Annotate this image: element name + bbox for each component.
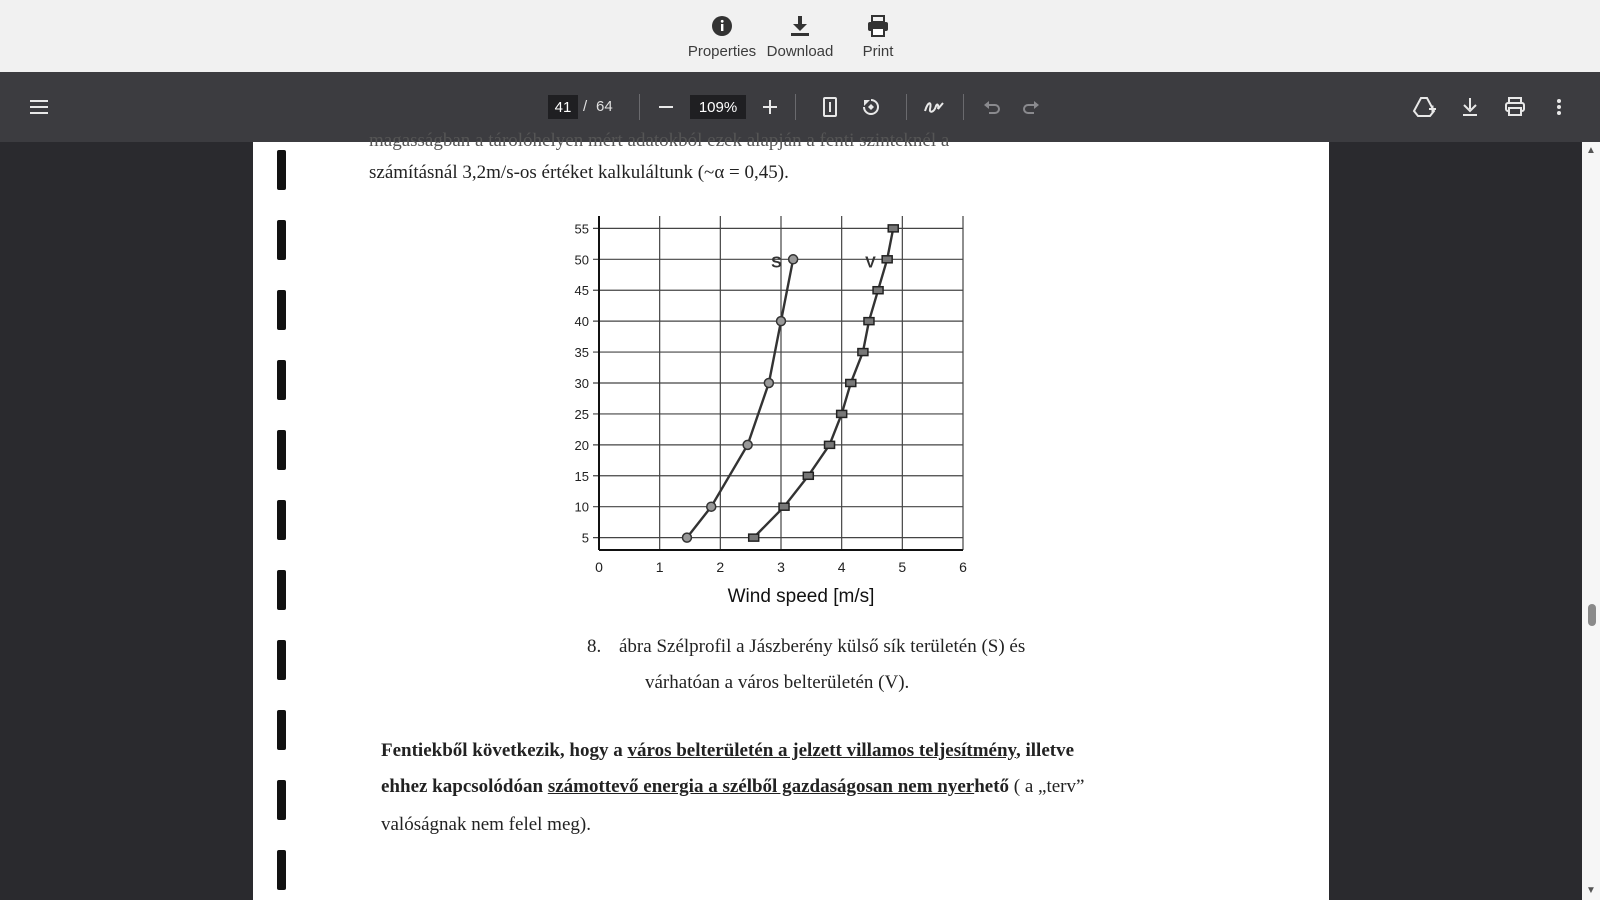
page-total: 64 bbox=[596, 98, 613, 115]
x-tick-label: 5 bbox=[898, 559, 907, 575]
scan-mark bbox=[277, 430, 286, 470]
fit-page-icon bbox=[821, 97, 839, 117]
redo-icon bbox=[1022, 99, 1040, 115]
x-tick-label: 3 bbox=[777, 559, 785, 575]
download-icon bbox=[788, 13, 812, 39]
redo-button[interactable] bbox=[1015, 91, 1047, 123]
y-tick-label: 50 bbox=[574, 252, 589, 268]
annotate-button[interactable] bbox=[918, 91, 950, 123]
download-icon bbox=[1461, 97, 1479, 117]
x-tick-label: 4 bbox=[837, 559, 846, 575]
document-viewer bbox=[0, 130, 1600, 900]
y-tick-label: 25 bbox=[574, 406, 589, 422]
wind-profile-chart bbox=[543, 204, 1003, 624]
y-tick-label: 40 bbox=[574, 314, 589, 330]
data-point-V bbox=[873, 287, 883, 294]
y-tick-label: 15 bbox=[574, 468, 589, 484]
paragraph-line1 bbox=[381, 740, 1074, 762]
page-separator: / bbox=[583, 98, 588, 115]
minus-icon bbox=[658, 99, 674, 115]
toolbar-divider bbox=[795, 94, 796, 120]
data-point-S bbox=[743, 440, 752, 449]
series-label: V bbox=[865, 254, 876, 272]
y-tick-label: 45 bbox=[574, 283, 589, 299]
data-point-V bbox=[749, 534, 759, 541]
zoom-in-button[interactable] bbox=[754, 91, 786, 123]
toolbar-divider bbox=[963, 94, 964, 120]
menu-button[interactable] bbox=[24, 91, 56, 123]
paragraph-text: ehhez kapcsolódóan bbox=[381, 776, 548, 797]
top-action-bar bbox=[0, 0, 1600, 72]
figure-caption-line2: várhatóan a város belterületén (V). bbox=[645, 672, 910, 693]
undo-icon bbox=[983, 99, 1001, 115]
data-point-V bbox=[846, 380, 856, 387]
x-tick-label: 6 bbox=[959, 559, 967, 575]
toolbar-divider bbox=[639, 94, 640, 120]
paragraph-underlined-text: számottevő energia a szélből gazdaságosan nem nyer bbox=[547, 776, 975, 797]
y-tick-label: 5 bbox=[581, 530, 589, 546]
paragraph-text: ( a „terv” bbox=[1009, 776, 1085, 797]
printer-icon bbox=[1504, 97, 1526, 117]
undo-button[interactable] bbox=[976, 91, 1008, 123]
toolbar-divider bbox=[906, 94, 907, 120]
data-point-V bbox=[882, 256, 892, 263]
zoom-out-button[interactable] bbox=[650, 91, 682, 123]
properties-button[interactable] bbox=[683, 0, 761, 72]
y-tick-label: 10 bbox=[574, 499, 589, 515]
toolbar-print-button[interactable] bbox=[1499, 91, 1531, 123]
signature-icon bbox=[923, 97, 945, 117]
download-label: Download bbox=[766, 42, 834, 60]
print-label: Print bbox=[862, 42, 894, 60]
data-point-V bbox=[825, 441, 835, 448]
pdf-page bbox=[253, 130, 1329, 900]
download-button[interactable] bbox=[761, 0, 839, 72]
info-icon bbox=[711, 13, 733, 39]
data-point-S bbox=[764, 379, 773, 388]
scan-mark bbox=[277, 640, 286, 680]
scan-mark bbox=[277, 850, 286, 890]
rotate-icon bbox=[860, 96, 882, 118]
scroll-down-icon[interactable]: ▼ bbox=[1586, 885, 1596, 896]
data-point-V bbox=[803, 472, 813, 479]
y-tick-label: 30 bbox=[574, 376, 589, 391]
toolbar-download-button[interactable] bbox=[1454, 91, 1486, 123]
save-to-drive-button[interactable] bbox=[1409, 91, 1441, 123]
printer-icon bbox=[866, 13, 890, 39]
body-text-line: számításnál 3,2m/s-os értéket kalkuláltunk (~α = 0,45). bbox=[369, 162, 789, 183]
paragraph-line2 bbox=[381, 776, 1084, 798]
paragraph-text: , illetve bbox=[1016, 740, 1075, 761]
scan-mark bbox=[277, 780, 286, 820]
plus-icon bbox=[762, 99, 778, 115]
paragraph-line3: valóságnak nem felel meg). bbox=[381, 814, 591, 835]
data-point-S bbox=[789, 255, 798, 264]
more-options-button[interactable] bbox=[1543, 91, 1575, 123]
scan-mark bbox=[277, 500, 286, 540]
scrollbar-thumb[interactable] bbox=[1588, 604, 1596, 626]
scroll-up-icon[interactable]: ▲ bbox=[1586, 145, 1596, 156]
x-tick-label: 1 bbox=[655, 559, 664, 575]
y-tick-label: 35 bbox=[574, 345, 589, 361]
data-point-S bbox=[777, 317, 786, 326]
series-line-S bbox=[687, 259, 793, 537]
data-point-V bbox=[888, 225, 898, 232]
rotate-button[interactable] bbox=[855, 91, 887, 123]
series-label: S bbox=[771, 254, 782, 272]
data-point-S bbox=[707, 502, 716, 511]
drive-add-icon bbox=[1413, 96, 1437, 118]
scan-mark bbox=[277, 220, 286, 260]
paragraph-underlined-text: város belterületén a jelzett villamos teljesítmény bbox=[627, 740, 1016, 761]
page-number-input[interactable] bbox=[548, 95, 578, 119]
data-point-V bbox=[864, 318, 874, 325]
properties-label: Properties bbox=[687, 42, 757, 60]
data-point-V bbox=[779, 503, 789, 510]
print-button[interactable] bbox=[839, 0, 917, 72]
scan-mark bbox=[277, 710, 286, 750]
y-tick-label: 20 bbox=[574, 437, 589, 453]
paragraph-text: hető bbox=[974, 776, 1010, 797]
x-tick-label: 2 bbox=[716, 559, 725, 575]
zoom-input[interactable] bbox=[690, 95, 746, 119]
scan-mark bbox=[277, 290, 286, 330]
scan-mark bbox=[277, 570, 286, 610]
paragraph-text: Fentiekből következik, hogy a bbox=[381, 740, 628, 761]
hamburger-icon bbox=[30, 99, 50, 115]
vertical-scrollbar[interactable] bbox=[1582, 142, 1600, 900]
data-point-V bbox=[837, 410, 847, 417]
figure-caption-number: 8. bbox=[587, 636, 602, 657]
x-axis-label: Wind speed [m/s] bbox=[727, 586, 875, 607]
y-tick-label: 55 bbox=[574, 221, 589, 237]
more-vert-icon bbox=[1556, 98, 1562, 116]
fit-page-button[interactable] bbox=[814, 91, 846, 123]
scan-mark bbox=[277, 150, 286, 190]
partial-text-line: magasságban a tárolóhelyen mért adatokból ezek alapján a fenti szinteknél a bbox=[369, 130, 950, 151]
scan-mark bbox=[277, 360, 286, 400]
data-point-V bbox=[858, 349, 868, 356]
x-tick-label: 0 bbox=[595, 559, 603, 575]
data-point-S bbox=[682, 533, 691, 542]
figure-caption-line1: ábra Szélprofil a Jászberény külső sík területén (S) és bbox=[619, 636, 1026, 657]
